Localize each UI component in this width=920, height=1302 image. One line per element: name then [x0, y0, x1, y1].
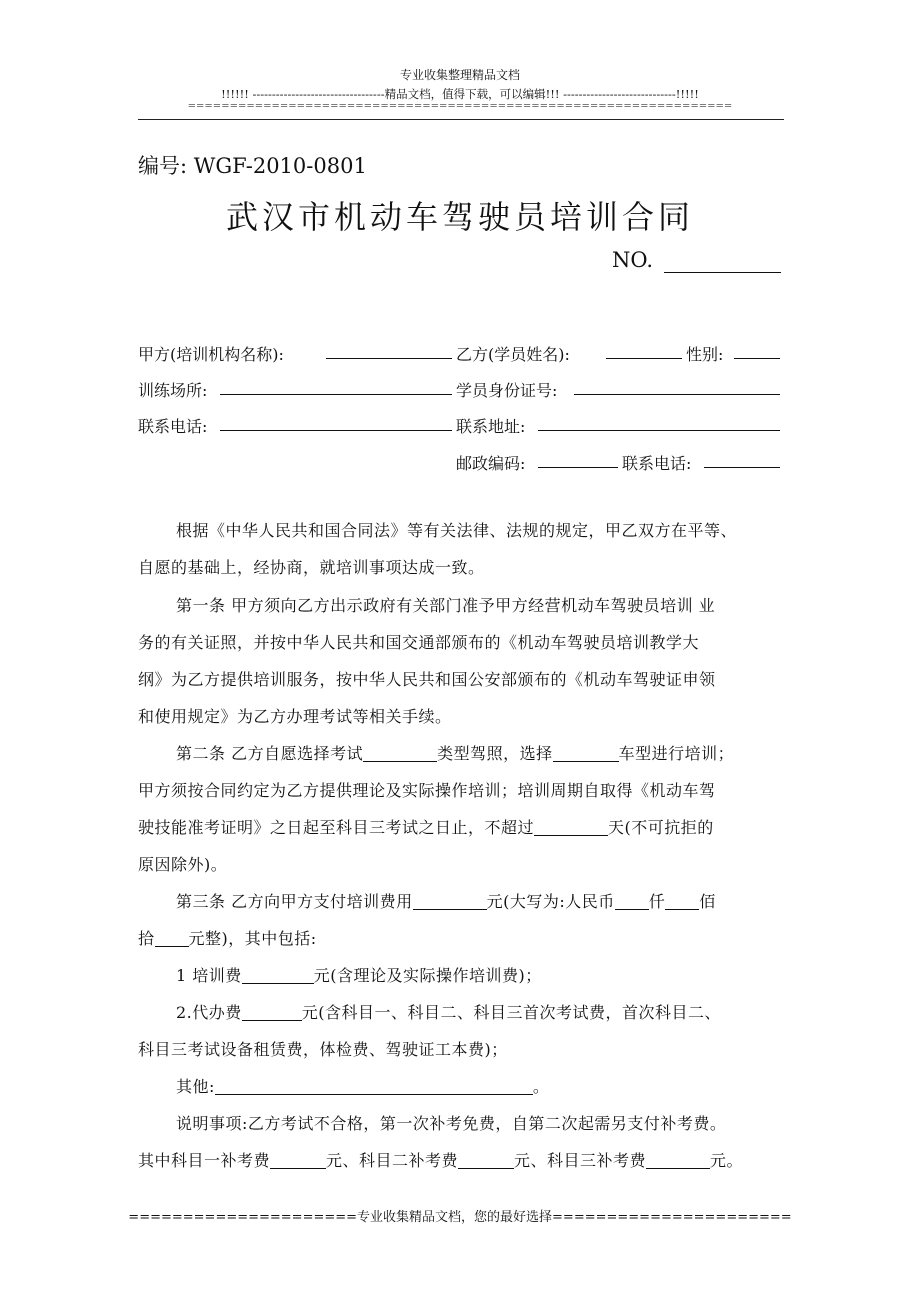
article-3-text: 仟 — [648, 892, 666, 911]
article-2-text: 天(不可抗拒的 — [608, 818, 714, 837]
article-2-text: 驶技能准考证明》之日起至科目三考试之日止，不超过 — [138, 818, 535, 837]
total-fee-blank[interactable] — [413, 893, 487, 910]
header-rule — [138, 119, 784, 120]
article-3-text: 拾 — [138, 929, 155, 948]
note-text: 元、科目二补考费 — [326, 1151, 459, 1170]
note-line-1: 说明事项:乙方考试不合格，第一次补考免费，自第二次起需另支付补考费。 — [176, 1114, 727, 1133]
fee-item-text: 1 培训费 — [176, 966, 242, 985]
gender-blank[interactable] — [734, 358, 780, 359]
party-a-label: 甲方(培训机构名称): — [138, 345, 284, 364]
retest-fee-3-blank[interactable] — [646, 1152, 710, 1169]
other-fees-blank[interactable] — [215, 1078, 533, 1095]
fee-item-2-line-2: 科目三考试设备租赁费，体检费、驾驶证工本费)； — [138, 1040, 508, 1059]
thousands-blank[interactable] — [615, 893, 649, 910]
id-number-label: 学员身份证号: — [456, 381, 558, 400]
address-blank[interactable] — [538, 430, 780, 431]
party-b-blank[interactable] — [606, 358, 682, 359]
article-3-text: 元整)，其中包括: — [188, 929, 317, 948]
phone-a-label: 联系电话: — [138, 417, 208, 436]
document-title: 武汉市机动车驾驶员培训合同 — [225, 198, 694, 236]
article-2-line-2: 甲方须按合同约定为乙方提供理论及实际操作培训；培训周期自取得《机动车驾 — [138, 781, 716, 800]
article-2-text: 车型进行培训； — [618, 744, 735, 763]
article-2-text: 第二条 乙方自愿选择考试 — [176, 744, 364, 763]
gender-label: 性别: — [686, 345, 724, 364]
id-number-blank[interactable] — [574, 394, 780, 395]
preamble-line-1: 根据《中华人民共和国合同法》等有关法律、法规的规定，甲乙双方在平等、 — [176, 521, 738, 540]
training-days-blank[interactable] — [534, 819, 608, 836]
footer-text: =====================专业收集精品文档，您的最好选择====================== — [128, 1210, 792, 1225]
training-site-label: 训练场所: — [138, 381, 208, 400]
article-3-text: 佰 — [699, 892, 716, 911]
document-number: 编号: WGF-2010-0801 — [138, 154, 367, 178]
vehicle-type-blank[interactable] — [553, 745, 619, 762]
postcode-label: 邮政编码: — [456, 454, 526, 473]
fee-item-1 — [176, 963, 542, 986]
note-text: 元。 — [710, 1151, 744, 1170]
article-2-text: 类型驾照，选择 — [437, 744, 553, 763]
note-text: 元、科目三补考费 — [514, 1151, 647, 1170]
article-1-line-2: 务的有关证照，并按中华人民共和国交通部颁布的《机动车驾驶员培训教学大 — [138, 633, 700, 652]
contract-no-blank[interactable] — [664, 272, 781, 273]
article-3-line-1 — [176, 889, 716, 912]
phone-b-label: 联系电话: — [622, 454, 692, 473]
fee-item-text: 元(含理论及实际操作培训费)； — [313, 966, 542, 985]
hundreds-blank[interactable] — [665, 893, 699, 910]
other-end: 。 — [532, 1077, 550, 1096]
fee-item-2-line-1 — [176, 1000, 721, 1023]
other-fees-line — [176, 1074, 549, 1097]
fee-item-text: 元(含科目一、科目二、科目三首次考试费，首次科目二、 — [301, 1003, 722, 1022]
phone-b-blank[interactable] — [704, 467, 780, 468]
party-b-label: 乙方(学员姓名): — [456, 345, 570, 364]
training-site-blank[interactable] — [220, 394, 452, 395]
fee-item-text: 2.代办费 — [176, 1003, 242, 1022]
article-3-text: 第三条 乙方向甲方支付培训费用 — [176, 892, 413, 911]
party-a-blank[interactable] — [326, 358, 452, 359]
other-label: 其他: — [176, 1077, 215, 1096]
article-2-line-3 — [138, 815, 714, 838]
postcode-blank[interactable] — [538, 467, 618, 468]
article-3-line-2 — [138, 926, 317, 949]
note-line-2 — [138, 1148, 743, 1171]
header-subtitle: !!!!!! ----------------------------------精品文档，值得下载，可以编辑!!! -----------------------------!!!!! — [221, 87, 699, 101]
article-2-line-4: 原因除外)。 — [138, 855, 228, 874]
header-title: 专业收集整理精品文档 — [399, 68, 520, 82]
agency-fee-blank[interactable] — [242, 1004, 302, 1021]
preamble-line-2: 自愿的基础上，经协商，就培训事项达成一致。 — [138, 558, 485, 577]
training-fee-blank[interactable] — [242, 967, 314, 984]
article-1-line-4: 和使用规定》为乙方办理考试等相关手续。 — [138, 707, 452, 726]
retest-fee-1-blank[interactable] — [270, 1152, 326, 1169]
article-1-line-1: 第一条 甲方须向乙方出示政府有关部门准予甲方经营机动车驾驶员培训 业 — [176, 596, 716, 615]
contract-no-label: NO. — [612, 248, 654, 272]
address-label: 联系地址: — [456, 417, 526, 436]
article-3-text: 元(大写为:人民币 — [486, 892, 615, 911]
article-2-line-1 — [176, 741, 734, 764]
note-text: 其中科目一补考费 — [138, 1151, 271, 1170]
license-type-blank[interactable] — [363, 745, 437, 762]
tens-blank[interactable] — [155, 930, 189, 947]
phone-a-blank[interactable] — [220, 430, 452, 431]
retest-fee-2-blank[interactable] — [458, 1152, 514, 1169]
article-1-line-3: 纲》为乙方提供培训服务，按中华人民共和国公安部颁布的《机动车驾驶证申领 — [138, 670, 716, 689]
header-divider-text: ================================================================= — [187, 101, 733, 112]
